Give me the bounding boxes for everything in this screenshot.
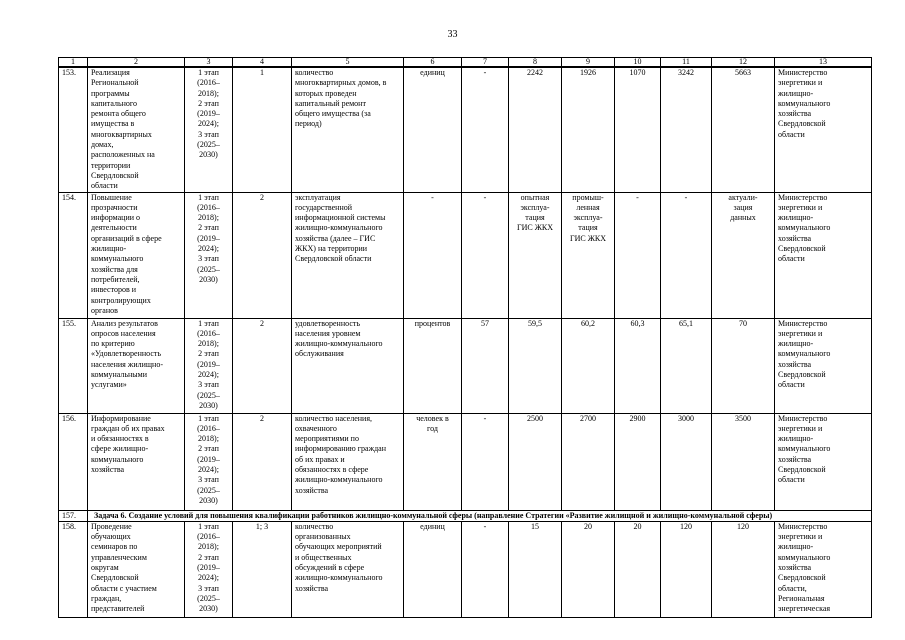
type: 1; 3 [233, 521, 292, 617]
task-row [59, 510, 872, 521]
row-number: 155. [59, 318, 88, 413]
value-col-9: 60,2 [562, 318, 615, 413]
table-row [59, 192, 872, 318]
activity-name: Анализ результатов опросов населения по критерию «Удовлетворенность населения жилищно- коммунальными услугами» [88, 318, 185, 413]
column-number: 12 [712, 58, 775, 68]
column-number: 9 [562, 58, 615, 68]
value-col-10: 1070 [615, 67, 661, 192]
indicator: удовлетворенность населения уровнем жилищно-коммунального обслуживания [292, 318, 404, 413]
unit: процентов [404, 318, 462, 413]
column-number: 4 [233, 58, 292, 68]
stages: 1 этап (2016– 2018); 2 этап (2019– 2024); 3 этап (2025– 2030) [185, 318, 233, 413]
responsible: Министерство энергетики и жилищно- коммунального хозяйства Свердловской области [775, 192, 872, 318]
page-number: 33 [447, 29, 458, 40]
responsible: Министерство энергетики и жилищно- коммунального хозяйства Свердловской области [775, 67, 872, 192]
value-col-11: 120 [661, 521, 712, 617]
row-number: 153. [59, 67, 88, 192]
stages: 1 этап (2016– 2018); 2 этап (2019– 2024); 3 этап (2025– 2030) [185, 413, 233, 510]
value-col-10: 2900 [615, 413, 661, 510]
row-number: 154. [59, 192, 88, 318]
task-heading: Задача 6. Создание условий для повышения квалификации работников жилищно-коммунальной сферы (направление Стратегии «Развитие жилищной и жилищно-коммунальной сферы) [88, 510, 872, 521]
plan-table [58, 57, 872, 618]
unit: единиц [404, 521, 462, 617]
value-col-8: 2242 [509, 67, 562, 192]
value-col-9: промыш- ленная эксплуа- тация ГИС ЖКХ [562, 192, 615, 318]
value-col-11: 3242 [661, 67, 712, 192]
value-col-8: опытная эксплуа- тация ГИС ЖКХ [509, 192, 562, 318]
value-col-9: 1926 [562, 67, 615, 192]
activity-name: Проведение обучающих семинаров по управленческим округам Свердловской области с участием граждан, представителей [88, 521, 185, 617]
base-value: - [462, 521, 509, 617]
activity-name: Информирование граждан об их правах и обязанностях в сфере жилищно- коммунального хозяйства [88, 413, 185, 510]
value-col-10: - [615, 192, 661, 318]
base-value: - [462, 413, 509, 510]
value-col-10: 20 [615, 521, 661, 617]
value-col-9: 20 [562, 521, 615, 617]
unit: единиц [404, 67, 462, 192]
column-number: 6 [404, 58, 462, 68]
row-number: 157. [59, 510, 88, 521]
table-row [59, 318, 872, 413]
type: 2 [233, 413, 292, 510]
type: 2 [233, 192, 292, 318]
responsible: Министерство энергетики и жилищно- коммунального хозяйства Свердловской области [775, 413, 872, 510]
column-number-row [59, 58, 872, 68]
value-col-8: 15 [509, 521, 562, 617]
column-number: 5 [292, 58, 404, 68]
indicator: эксплуатация государственной информационной системы жилищно-коммунального хозяйства (далее – ГИС ЖКХ) на территории Свердловской области [292, 192, 404, 318]
column-number: 11 [661, 58, 712, 68]
column-number: 1 [59, 58, 88, 68]
value-col-12: 70 [712, 318, 775, 413]
value-col-12: 120 [712, 521, 775, 617]
stages: 1 этап (2016– 2018); 2 этап (2019– 2024); 3 этап (2025– 2030) [185, 192, 233, 318]
value-col-10: 60,3 [615, 318, 661, 413]
value-col-11: - [661, 192, 712, 318]
unit: человек в год [404, 413, 462, 510]
value-col-12: 5663 [712, 67, 775, 192]
activity-name: Повышение прозрачности информации о деятельности организаций в сфере жилищно- коммунального хозяйства для потребителей, инвесторов и контролирующих органов [88, 192, 185, 318]
value-col-12: 3500 [712, 413, 775, 510]
column-number: 3 [185, 58, 233, 68]
row-number: 158. [59, 521, 88, 617]
column-number: 8 [509, 58, 562, 68]
responsible: Министерство энергетики и жилищно- коммунального хозяйства Свердловской области, Региональная энергетическая [775, 521, 872, 617]
value-col-9: 2700 [562, 413, 615, 510]
column-number: 7 [462, 58, 509, 68]
stages: 1 этап (2016– 2018); 2 этап (2019– 2024); 3 этап (2025– 2030) [185, 521, 233, 617]
type: 2 [233, 318, 292, 413]
base-value: - [462, 67, 509, 192]
responsible: Министерство энергетики и жилищно- коммунального хозяйства Свердловской области [775, 318, 872, 413]
base-value: - [462, 192, 509, 318]
unit: - [404, 192, 462, 318]
table-row [59, 413, 872, 510]
activity-name: Реализация Региональной программы капитального ремонта общего имущества в многоквартирных домах, расположенных на территории Свердловской области [88, 67, 185, 192]
column-number: 2 [88, 58, 185, 68]
row-number: 156. [59, 413, 88, 510]
type: 1 [233, 67, 292, 192]
column-number: 10 [615, 58, 661, 68]
column-number: 13 [775, 58, 872, 68]
value-col-8: 59,5 [509, 318, 562, 413]
indicator: количество организованных обучающих мероприятий и общественных обсуждений в сфере жилищно-коммунального хозяйства [292, 521, 404, 617]
base-value: 57 [462, 318, 509, 413]
stages: 1 этап (2016– 2018); 2 этап (2019– 2024); 3 этап (2025– 2030) [185, 67, 233, 192]
value-col-11: 3000 [661, 413, 712, 510]
indicator: количество многоквартирных домов, в которых проведен капитальный ремонт общего имущества (за период) [292, 67, 404, 192]
indicator: количество населения, охваченного мероприятиями по информированию граждан об их правах и обязанностях в сфере жилищно-коммунального хозяйства [292, 413, 404, 510]
value-col-8: 2500 [509, 413, 562, 510]
table-row [59, 67, 872, 192]
table-row [59, 521, 872, 617]
value-col-11: 65,1 [661, 318, 712, 413]
value-col-12: актуали- зация данных [712, 192, 775, 318]
